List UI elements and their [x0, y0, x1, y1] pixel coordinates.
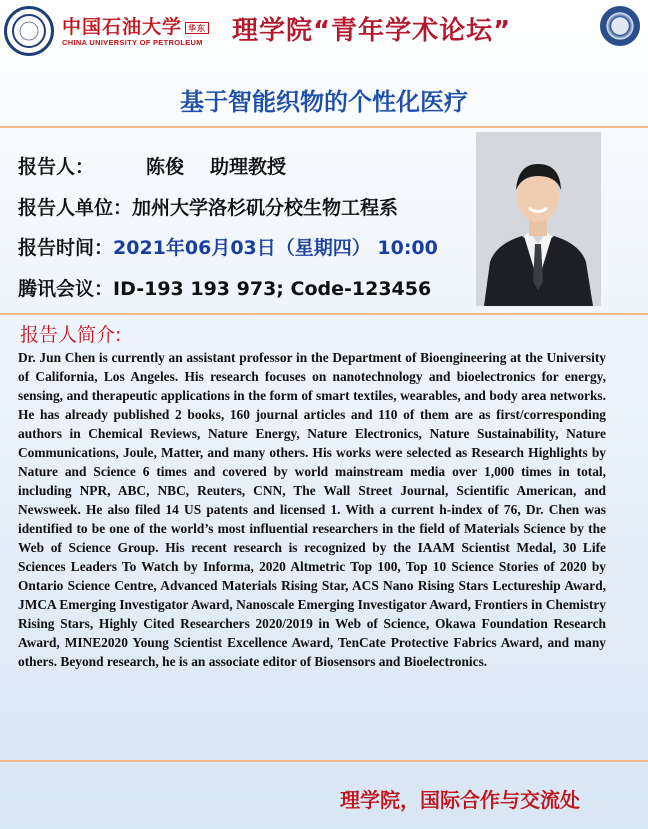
affiliation-label: 报告人单位： [18, 197, 133, 219]
university-name-cn: 中国石油大学 华东 [62, 12, 209, 39]
speaker-name: 陈俊 [146, 156, 185, 178]
speaker-title: 助理教授 [210, 156, 287, 178]
affiliation-row [18, 193, 398, 220]
affiliation-value: 加州大学洛杉矶分校生物工程系 [132, 197, 399, 219]
meeting-row [18, 274, 431, 301]
divider-bottom [0, 760, 648, 762]
time-value: 2021年06月03日（星期四） 10:00 [113, 237, 438, 259]
bio-heading: 报告人简介: [20, 324, 122, 346]
divider-middle [0, 313, 648, 315]
university-seal-icon [4, 6, 54, 56]
time-row [18, 233, 438, 260]
campus-tag: 华东 [185, 22, 209, 34]
university-name-en: CHINA UNIVERSITY OF PETROLEUM [62, 38, 203, 47]
meeting-label: 腾讯会议： [18, 278, 114, 300]
bio-text: Dr. Jun Chen is currently an assistant professor in the Department of Bioengineering at the University of California, Los Angeles. His research focuses on nanotechnology and bioelectronics for energy, sensing, and therapeutic applications in the form of smart textiles, wearables, and body area networks. He has already published 2 books, 160 journal articles and 110 of them are as first/corresponding authors in Chemical Reviews, Nature Energy, Nature Electronics, Nature Sustainability, Nature Communications, Joule, Matter, and many others. His works were selected as Research Highlights by Nature and Science 6 times and covered by world mainstream media over 1,000 times in total, including NPR, ABC, NBC, Reuters, CNN, The Wall Street Journal, Scientific American, and Newsweek. He also filed 14 US patents and licensed 1. With a current h-index of 76, Dr. Chen was identified to be one of the world’s most influential researchers in the field of Materials Science by the Web of Science Group. His recent research is recognized by the IAAM Scientist Medal, 30 Life Sciences Leaders To Watch by Informa, 2020 Altmetric Top 100, Top 10 Science Stories of 2020 by Ontario Science Centre, Advanced Materials Rising Star, ACS Nano Rising Stars Lectureship Award, JMCA Emerging Investigator Award, Nanoscale Emerging Investigator Award, Frontiers in Chemistry Rising Stars, Highly Cited Researchers 2020/2019 in Web of Science, Okawa Foundation Research Award, MINE2020 Young Scientist Excellence Award, TenCate Protective Fabrics Award, and many others. Beyond research, he is an associate editor of Biosensors and Bioelectronics. [18, 350, 606, 669]
school-emblem-icon [600, 6, 640, 46]
speaker-photo [476, 132, 601, 306]
forum-title: 理学院“青年学术论坛” [232, 16, 512, 46]
divider-top [0, 126, 648, 128]
speaker-label: 报告人： [18, 156, 95, 178]
time-label: 报告时间： [18, 237, 114, 259]
meeting-value: ID-193 193 973; Code-123456 [113, 278, 432, 300]
poster-header [0, 0, 648, 72]
talk-title: 基于智能织物的个性化医疗 [180, 88, 468, 116]
speaker-row [18, 152, 286, 179]
organizer-footer: 理学院，国际合作与交流处 [340, 788, 580, 812]
